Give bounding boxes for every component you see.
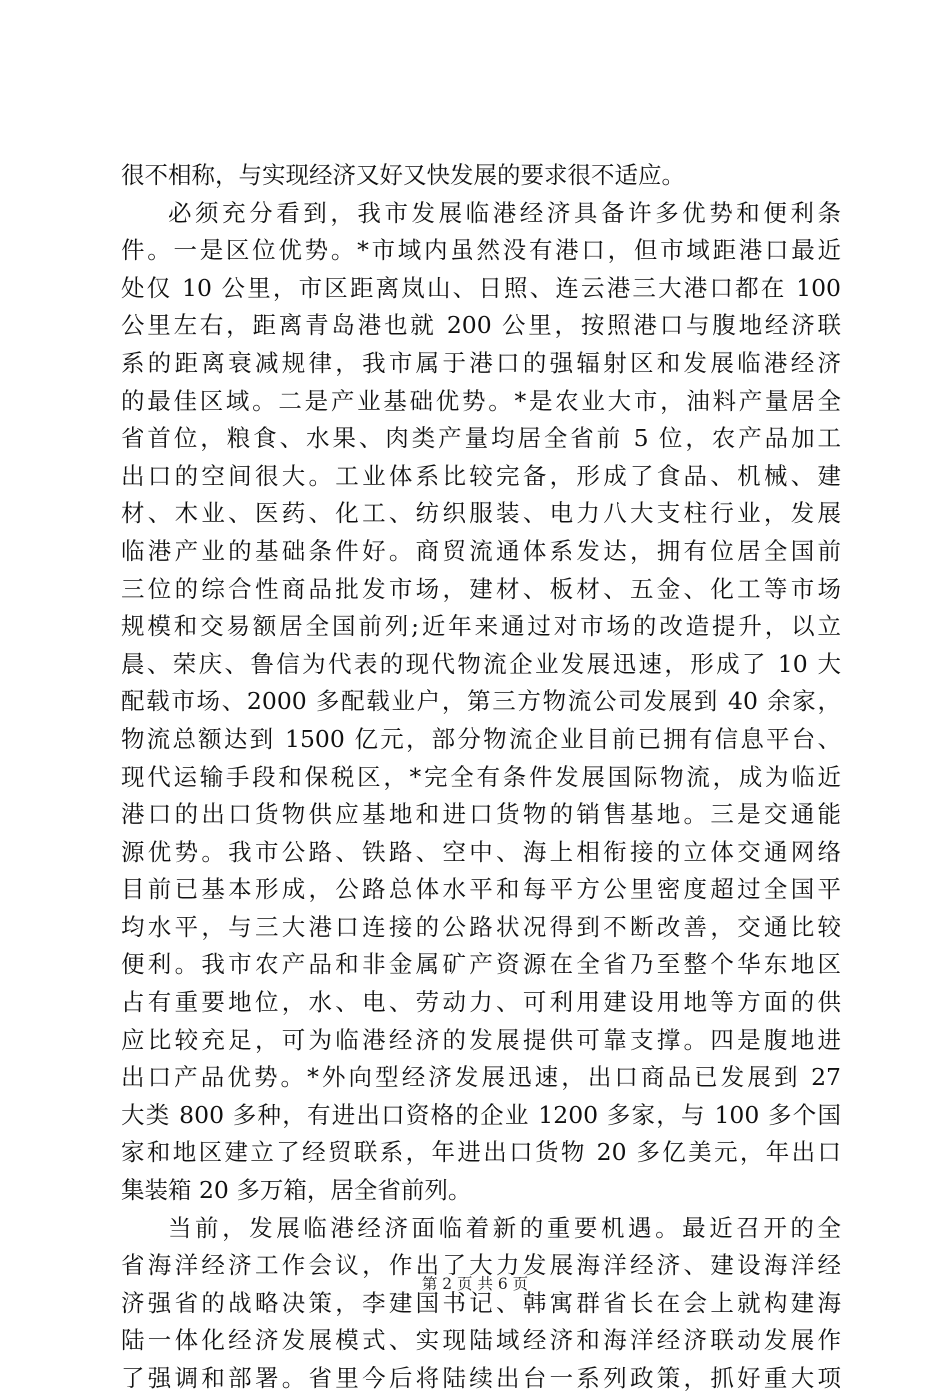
text-line: 大类 800 多种，有进出口资格的企业 1200 多家，与 100 多个国 [121, 1100, 841, 1129]
page-number-footer: 第 2 页 共 6 页 [421, 1275, 529, 1293]
body-text [121, 157, 841, 1398]
text-line: 出口产品优势。*外向型经济发展迅速，出口商品已发展到 27 [121, 1063, 841, 1092]
text-line: 系的距离衰减规律，我市属于港口的强辐射区和发展临港经济 [121, 348, 841, 377]
text-line: 晨、荣庆、鲁信为代表的现代物流企业发展迅速，形成了 10 大 [121, 649, 841, 678]
text-line: 家和地区建立了经贸联系，年进出口货物 20 多亿美元，年出口 [121, 1138, 841, 1167]
text-line: 省海洋经济工作会议，作出了大力发展海洋经济、建设海洋经 [121, 1251, 841, 1280]
text-line: 了强调和部署。省里今后将陆续出台一系列政策，抓好重大项 [121, 1364, 841, 1392]
text-line: 目前已基本形成，公路总体水平和每平方公里密度超过全国平 [121, 875, 841, 904]
text-line: 省首位，粮食、水果、肉类产量均居全省前 5 位，农产品加工 [121, 424, 841, 453]
paragraph-start-line: 必须充分看到，我市发展临港经济具备许多优势和便利条 [168, 198, 841, 227]
text-line: 的最佳区域。二是产业基础优势。*是农业大市，油料产量居全 [121, 386, 841, 415]
text-line: 应比较充足，可为临港经济的发展提供可靠支撑。四是腹地进 [121, 1025, 841, 1054]
text-line: 材、木业、医药、化工、纺织服装、电力八大支柱行业，发展 [121, 499, 841, 528]
text-line: 件。一是区位优势。*市域内虽然没有港口，但市域距港口最近 [121, 236, 841, 265]
text-line: 源优势。我市公路、铁路、空中、海上相衔接的立体交通网络 [121, 837, 841, 866]
text-line: 临港产业的基础条件好。商贸流通体系发达，拥有位居全国前 [121, 536, 841, 565]
text-line: 规模和交易额居全国前列;近年来通过对市场的改造提升，以立 [121, 612, 841, 641]
text-line: 物流总额达到 1500 亿元，部分物流企业目前已拥有信息平台、 [121, 724, 841, 753]
text-line: 处仅 10 公里，市区距离岚山、日照、连云港三大港口都在 100 [121, 273, 841, 302]
text-line: 出口的空间很大。工业体系比较完备，形成了食品、机械、建 [121, 461, 841, 490]
text-line: 集装箱 20 多万箱，居全省前列。 [121, 1176, 472, 1205]
paragraph-start-line: 当前，发展临港经济面临着新的重要机遇。最近召开的全 [168, 1213, 841, 1242]
text-line: 公里左右，距离青岛港也就 200 公里，按照港口与腹地经济联 [121, 311, 841, 340]
text-line: 均水平，与三大港口连接的公路状况得到不断改善，交通比较 [121, 912, 841, 941]
text-line: 三位的综合性商品批发市场，建材、板材、五金、化工等市场 [121, 574, 841, 603]
text-line: 很不相称，与实现经济又好又快发展的要求很不适应。 [121, 161, 685, 189]
text-line: 配载市场、2000 多配载业户，第三方物流公司发展到 40 余家， [121, 687, 841, 716]
text-line: 济强省的战略决策，李建国书记、韩寓群省长在会上就构建海 [121, 1288, 841, 1317]
text-line: 现代运输手段和保税区，*完全有条件发展国际物流，成为临近 [121, 762, 841, 791]
text-line: 港口的出口货物供应基地和进口货物的销售基地。三是交通能 [121, 800, 841, 829]
text-line: 陆一体化经济发展模式、实现陆域经济和海洋经济联动发展作 [121, 1326, 841, 1355]
text-line: 便利。我市农产品和非金属矿产资源在全省乃至整个华东地区 [121, 950, 841, 979]
text-line: 占有重要地位，水、电、劳动力、可利用建设用地等方面的供 [121, 988, 841, 1017]
